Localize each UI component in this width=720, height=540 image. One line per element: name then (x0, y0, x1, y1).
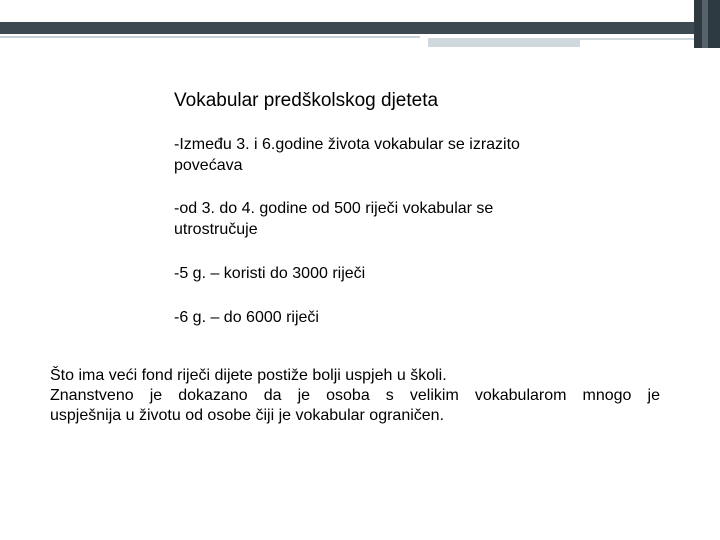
header-dark-bar (0, 22, 720, 34)
list-item: -od 3. do 4. godine od 500 riječi vokabular se utrostručuje (174, 200, 494, 238)
header-right-stripe (702, 0, 708, 48)
header-thin-line-left (0, 36, 420, 38)
list-item: -6 g. – do 6000 riječi (174, 309, 319, 326)
summary-paragraph (50, 366, 660, 426)
paragraph-line: uspješnija u životu od osobe čiji je vokabular ograničen. (50, 407, 445, 424)
header-accent-bar (428, 38, 580, 47)
header-thin-line-right (580, 38, 694, 40)
list-item: -5 g. – koristi do 3000 riječi (174, 265, 366, 282)
paragraph-line: Znanstveno je dokazano da je osoba s velikim vokabularom mnogo je (50, 387, 660, 404)
paragraph-line: Što ima veći fond riječi dijete postiže bolji uspjeh u školi. (50, 367, 447, 384)
list-item: -Između 3. i 6.godine života vokabular se izrazito povećava (174, 136, 520, 174)
slide-title: Vokabular predškolskog djeteta (174, 90, 439, 111)
header-background (0, 0, 720, 22)
